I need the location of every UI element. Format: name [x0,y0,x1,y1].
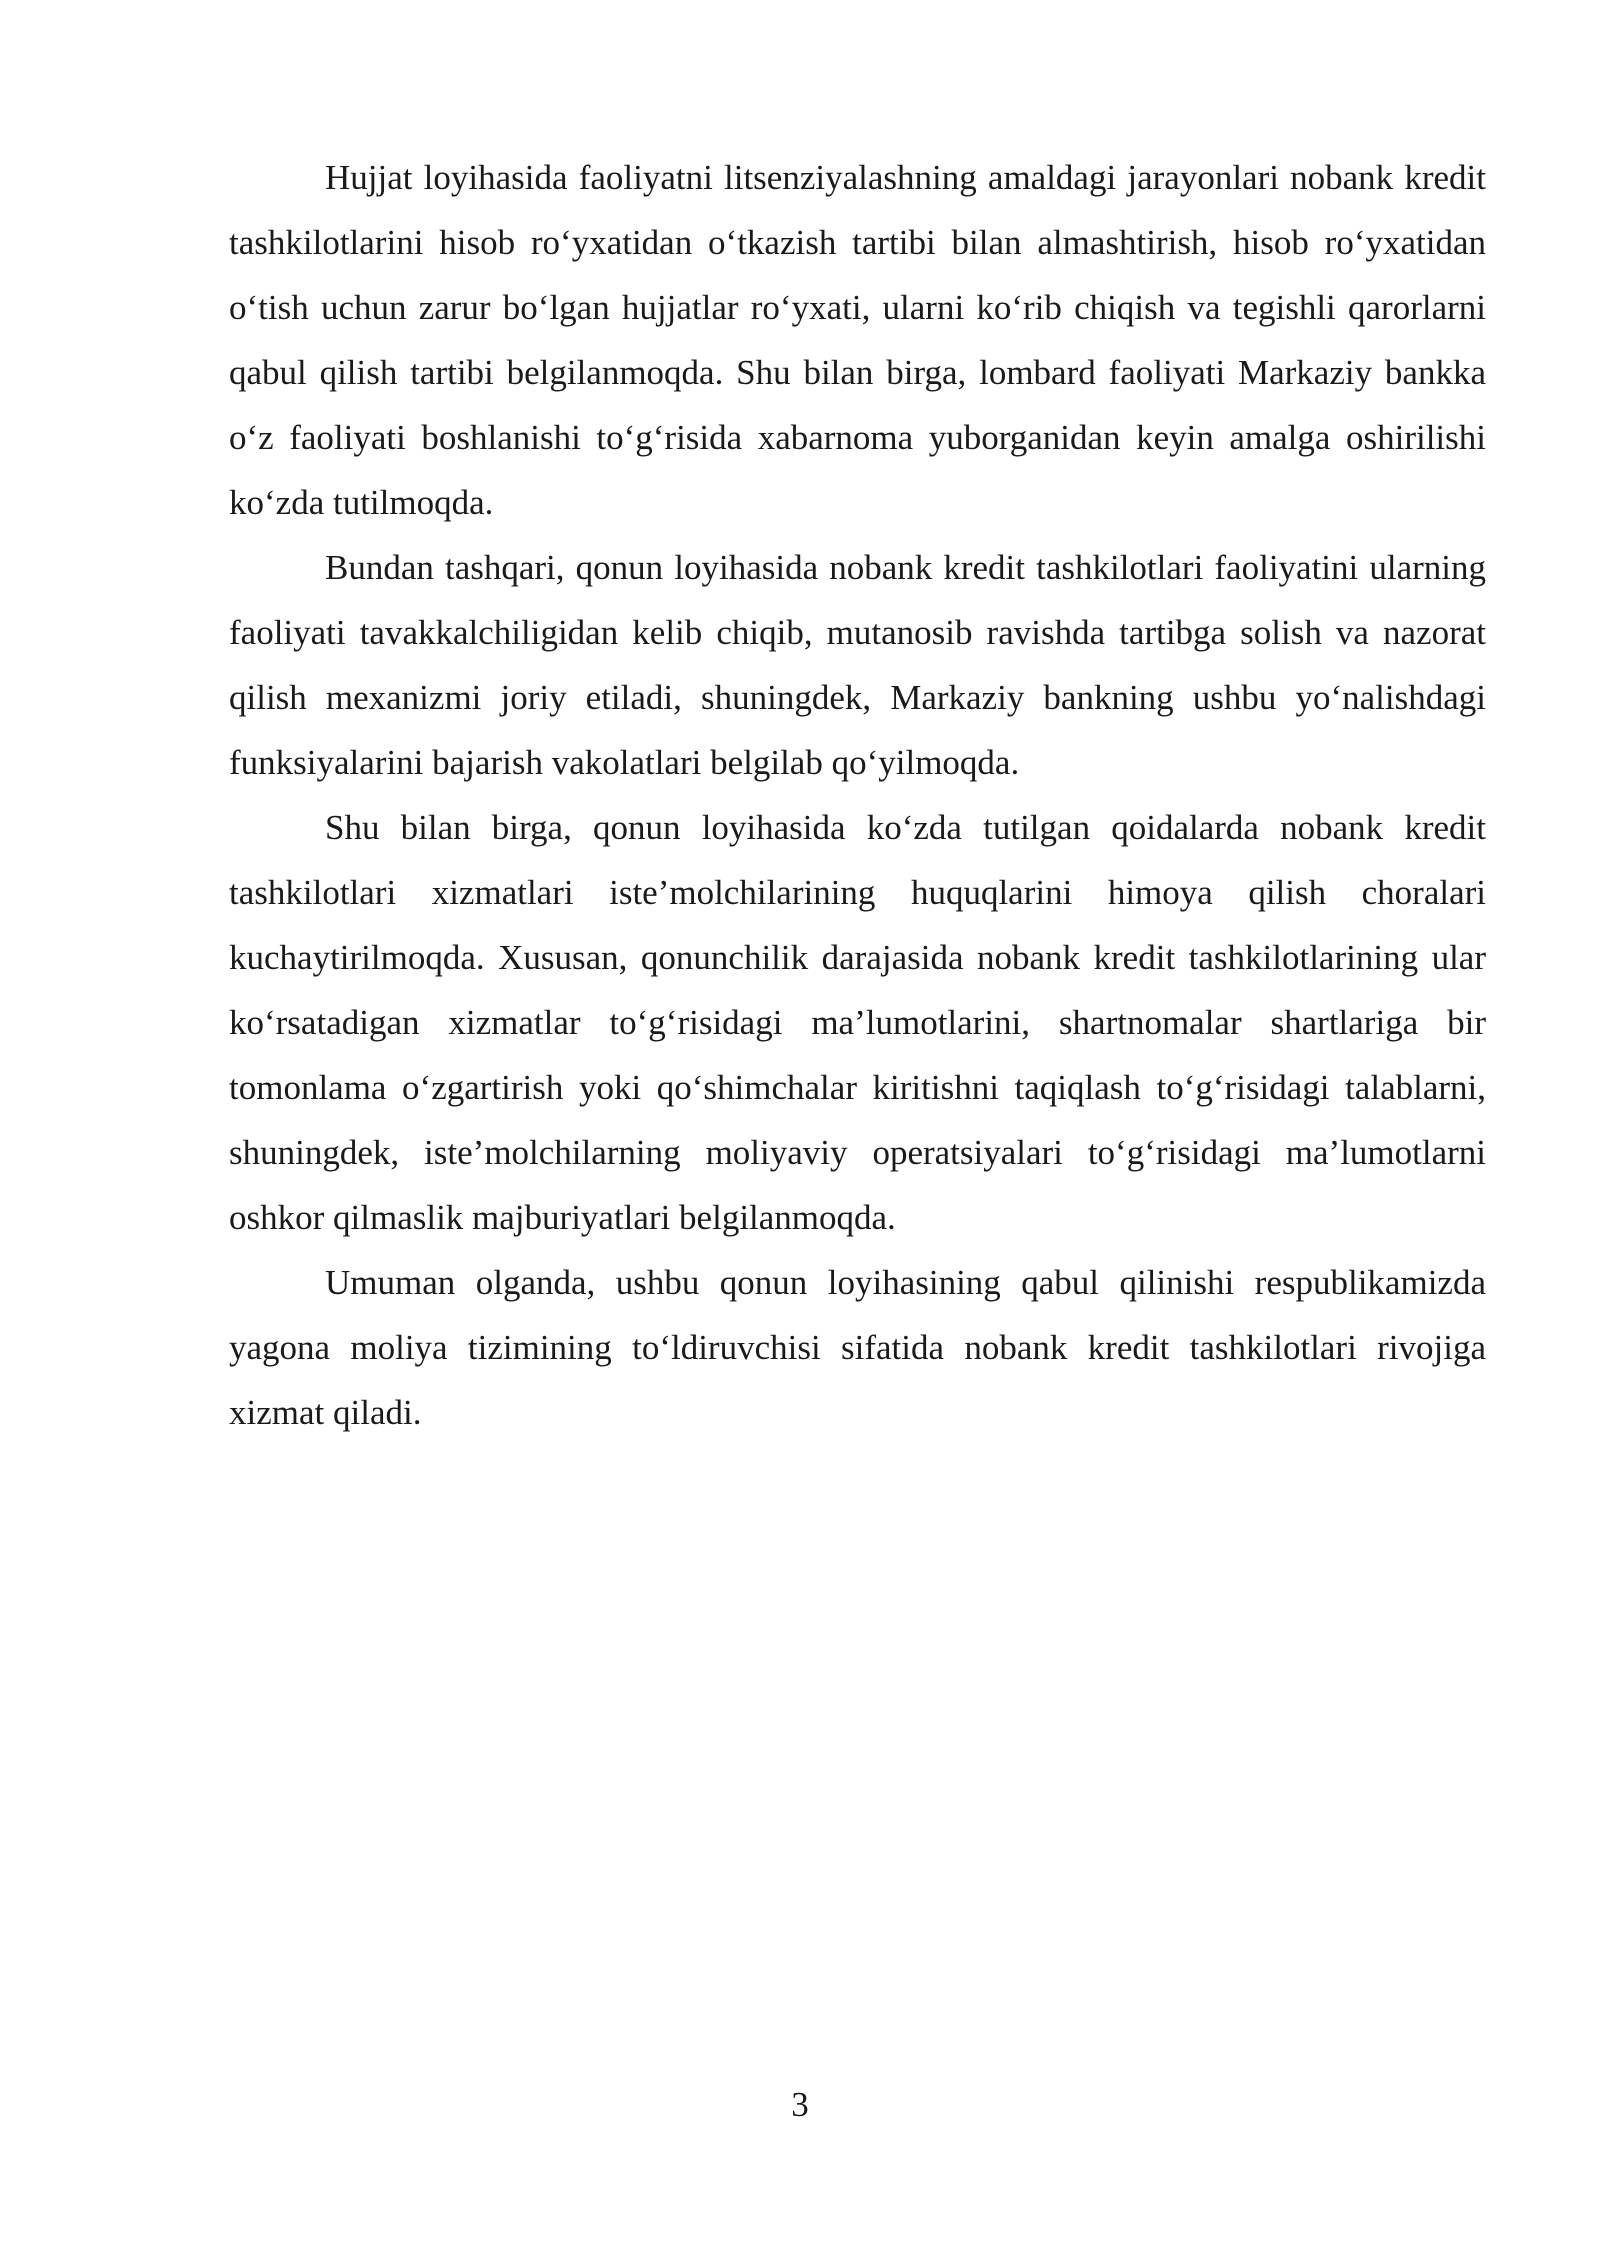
paragraph-3: Shu bilan birga, qonun loyihasida ko‘zda tutilgan qoidalarda nobank kredit tashkilotlari xizmatlari iste’molchilarining huquqlarini himoya qilish choralari kuchaytirilmoqda. Xususan, qonunchilik darajasida nobank kredit tashkilotlarining ular ko‘rsatadigan xizmatlar to‘g‘risidagi ma’lumotlarini, shartnomalar shartlariga bir tomonlama o‘zgartirish yoki qo‘shimchalar kiritishni taqiqlash to‘g‘risidagi talablarni, shuningdek, iste’molchilarning moliyaviy operatsiyalari to‘g‘risidagi ma’lumotlarni oshkor qilmaslik majburiyatlari belgilanmoqda. [229,808,1486,1237]
paragraph-2: Bundan tashqari, qonun loyihasida nobank kredit tashkilotlari faoliyatini ularning faoliyati tavakkalchiligidan kelib chiqib, mutanosib ravishda tartibga solish va nazorat qilish mexanizmi joriy etiladi, shuningdek, Markaziy bankning ushbu yo‘nalishdagi funksiyalarini bajarish vakolatlari belgilab qo‘yilmoqda. [229,548,1486,782]
page-number: 3 [791,2085,809,2124]
document-body [229,145,1486,1445]
paragraph-4: Umuman olganda, ushbu qonun loyihasining qabul qilinishi respublikamizda yagona moliya tizimining to‘ldiruvchisi sifatida nobank kredit tashkilotlari rivojiga xizmat qiladi. [229,1263,1486,1432]
paragraph-1: Hujjat loyihasida faoliyatni litsenziyalashning amaldagi jarayonlari nobank kredit tashkilotlarini hisob ro‘yxatidan o‘tkazish tartibi bilan almashtirish, hisob ro‘yxatidan o‘tish uchun zarur bo‘lgan hujjatlar ro‘yxati, ularni ko‘rib chiqish va tegishli qarorlarni qabul qilish tartibi belgilanmoqda. Shu bilan birga, lombard faoliyati Markaziy bankka o‘z faoliyati boshlanishi to‘g‘risida xabarnoma yuborganidan keyin amalga oshirilishi ko‘zda tutilmoqda. [229,158,1486,522]
